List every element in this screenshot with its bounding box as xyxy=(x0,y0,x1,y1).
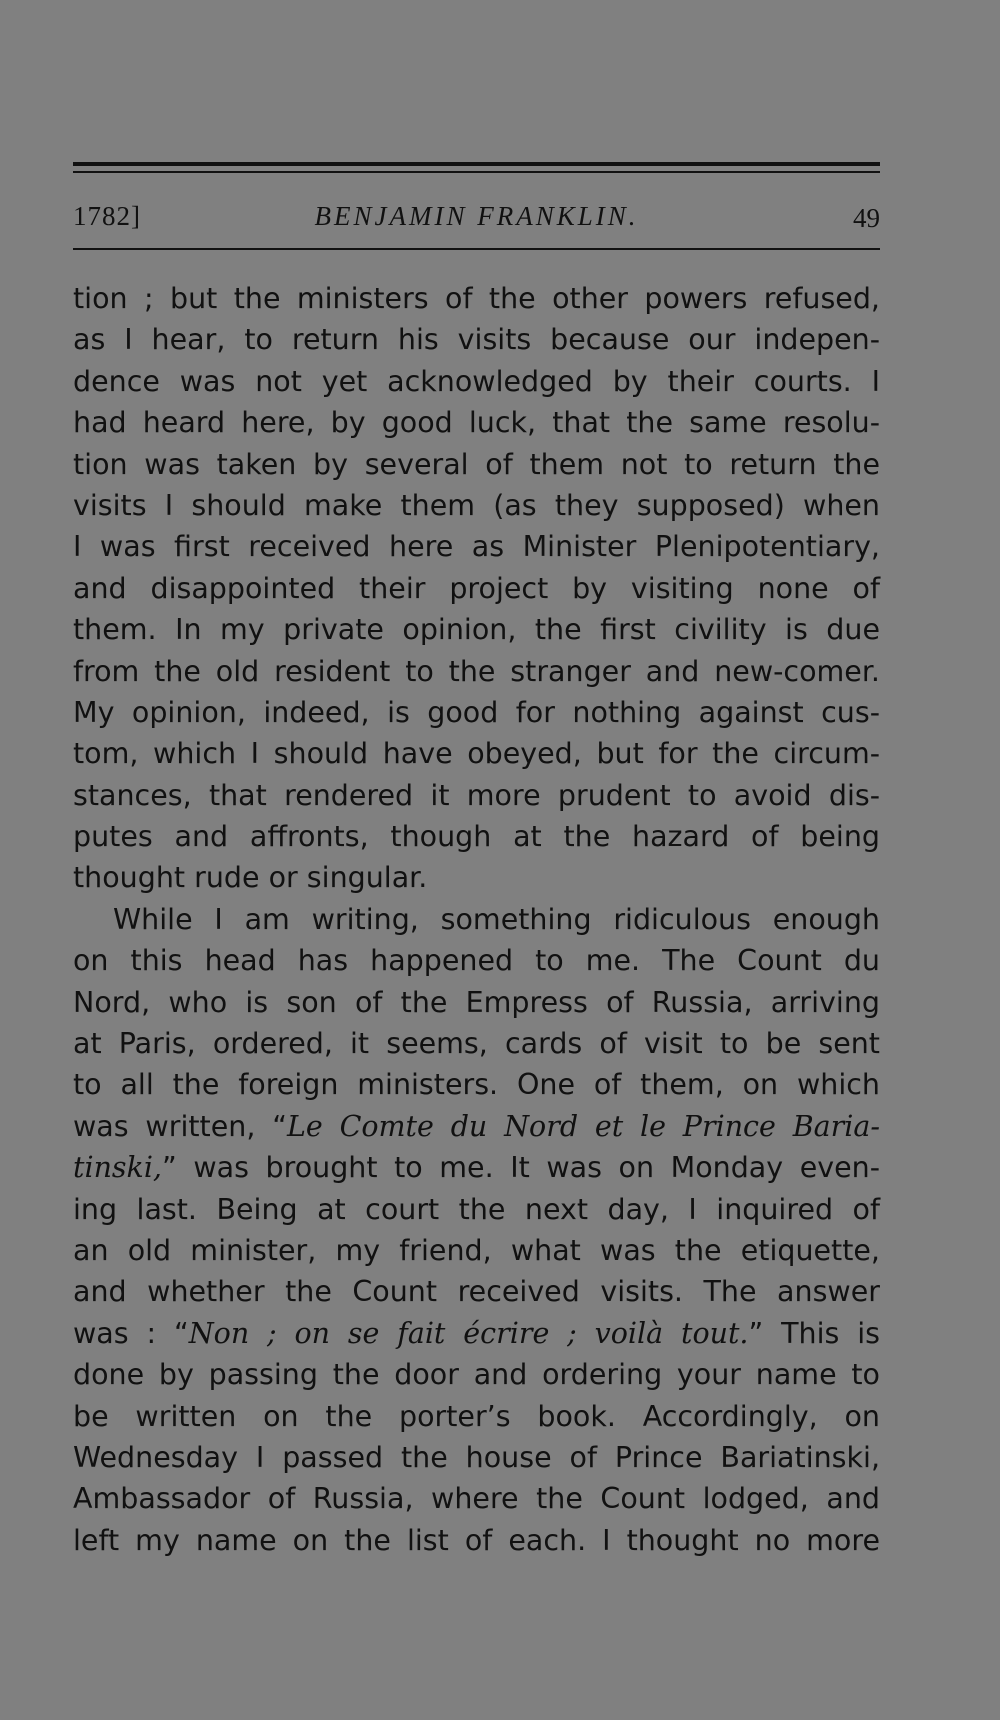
text-line: as I hear, to return his visits because our indepen- xyxy=(73,323,880,357)
paragraph-2 xyxy=(73,899,880,1561)
text-line: dence was not yet acknowledged by their courts. I xyxy=(73,364,880,398)
running-header xyxy=(73,198,880,234)
text-line: done by passing the door and ordering your name to xyxy=(73,1358,880,1392)
text-line: stances, that rendered it more prudent to avoid dis- xyxy=(73,778,880,812)
text-line: be written on the porter’s book. Accordingly, on xyxy=(73,1399,880,1433)
text-line: Nord, who is son of the Empress of Russia, arriving xyxy=(73,985,880,1019)
text-line xyxy=(73,1147,880,1188)
text-line: tion was taken by several of them not to return the xyxy=(73,447,880,481)
text-line: them. In my private opinion, the first civility is due xyxy=(73,613,880,647)
text-line: and whether the Count received visits. The answer xyxy=(73,1275,880,1309)
page-number: 49 xyxy=(853,203,880,233)
text-segment: was written, “ xyxy=(73,1109,287,1143)
header-underline-rule xyxy=(73,248,880,250)
text-segment: ” This is xyxy=(748,1316,880,1350)
text-line: While I am writing, something ridiculous enough xyxy=(113,902,880,936)
text-line: to all the foreign ministers. One of them, on which xyxy=(73,1068,880,1102)
text-line: and disappointed their project by visiting none of xyxy=(73,571,880,605)
text-line: ing last. Being at court the next day, I inquired of xyxy=(73,1192,880,1226)
text-line: on this head has happened to me. The Count du xyxy=(73,944,880,978)
text-line: an old minister, my friend, what was the etiquette, xyxy=(73,1233,880,1267)
italic-french-quote: tinski, xyxy=(73,1151,162,1185)
text-line: tion ; but the ministers of the other powers refused, xyxy=(73,282,880,315)
text-line: I was first received here as Minister Plenipotentiary, xyxy=(73,530,880,564)
paragraph-1 xyxy=(73,278,880,899)
text-segment: ” was brought to me. It was on Monday even- xyxy=(162,1151,880,1185)
text-line: thought rude or singular. xyxy=(73,861,428,895)
text-line: Ambassador of Russia, where the Count lodged, and xyxy=(73,1482,880,1516)
text-line xyxy=(73,1313,880,1354)
top-rule-thick xyxy=(73,162,880,166)
italic-french-quote: Le Comte du Nord et le Prince Baria- xyxy=(286,1109,880,1143)
text-line: at Paris, ordered, it seems, cards of visit to be sent xyxy=(73,1027,880,1061)
text-segment: was : “ xyxy=(73,1316,189,1350)
text-line: My opinion, indeed, is good for nothing against cus- xyxy=(73,695,880,729)
text-line: from the old resident to the stranger and new-comer. xyxy=(73,654,880,688)
running-title: BENJAMIN FRANKLIN. xyxy=(314,201,639,231)
text-line xyxy=(73,1106,880,1147)
text-line: left my name on the list of each. I thought no more xyxy=(73,1523,880,1557)
page-body xyxy=(73,278,880,1561)
text-line: putes and affronts, though at the hazard of being xyxy=(73,820,880,854)
text-line: visits I should make them (as they supposed) when xyxy=(73,488,880,522)
text-line: Wednesday I passed the house of Prince Bariatinski, xyxy=(73,1440,880,1474)
top-rule-thin xyxy=(73,171,880,173)
header-year: 1782] xyxy=(73,201,141,231)
text-line: tom, which I should have obeyed, but for the circum- xyxy=(73,737,880,771)
italic-french-quote: Non ; on se fait écrire ; voilà tout. xyxy=(188,1316,749,1350)
text-line: had heard here, by good luck, that the same resolu- xyxy=(73,406,880,440)
